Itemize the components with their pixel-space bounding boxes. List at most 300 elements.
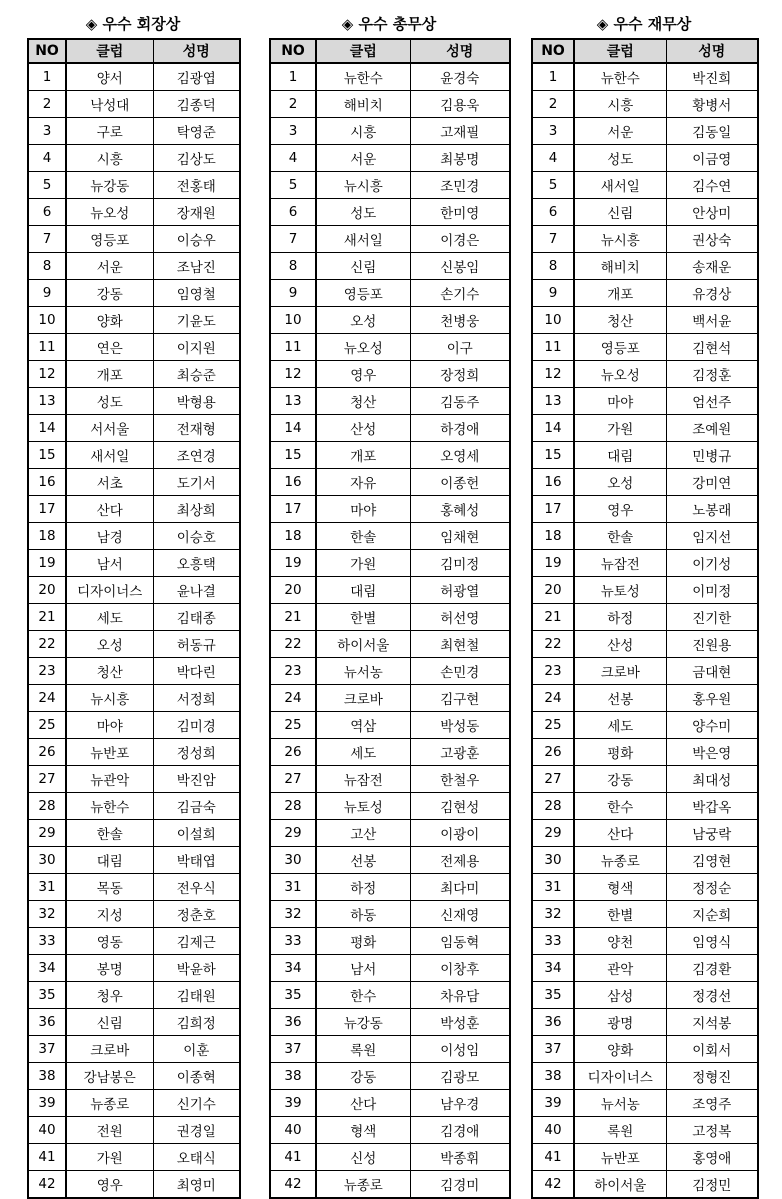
row-number: 29 — [532, 820, 574, 847]
table-row — [270, 496, 510, 523]
table-row — [532, 226, 758, 253]
club-name: 한솔 — [66, 820, 153, 847]
table-header-row — [270, 39, 510, 63]
club-name: 새서일 — [316, 226, 410, 253]
header-name: 성명 — [666, 39, 758, 63]
club-name: 오성 — [574, 469, 666, 496]
club-name: 록원 — [574, 1117, 666, 1144]
club-name: 시흥 — [66, 145, 153, 172]
row-number: 13 — [532, 388, 574, 415]
member-name: 김정민 — [666, 1171, 758, 1199]
member-name: 신봉임 — [410, 253, 510, 280]
club-name: 하정 — [316, 874, 410, 901]
row-number: 23 — [532, 658, 574, 685]
table-row — [28, 631, 240, 658]
table-row — [532, 820, 758, 847]
table-row — [270, 226, 510, 253]
member-name: 임동혁 — [410, 928, 510, 955]
table-row — [532, 199, 758, 226]
row-number: 29 — [28, 820, 66, 847]
club-name: 영등포 — [316, 280, 410, 307]
row-number: 17 — [532, 496, 574, 523]
row-number: 23 — [270, 658, 316, 685]
club-name: 뉴잠전 — [574, 550, 666, 577]
table-row — [28, 307, 240, 334]
member-name: 서정희 — [153, 685, 240, 712]
table-row — [28, 415, 240, 442]
member-name: 안상미 — [666, 199, 758, 226]
member-name: 허동규 — [153, 631, 240, 658]
table-row — [270, 388, 510, 415]
row-number: 36 — [270, 1009, 316, 1036]
member-name: 임지선 — [666, 523, 758, 550]
table-row — [270, 1117, 510, 1144]
table-row — [532, 604, 758, 631]
member-name: 최현철 — [410, 631, 510, 658]
member-name: 이금영 — [666, 145, 758, 172]
table-row — [28, 226, 240, 253]
club-name: 크로바 — [574, 658, 666, 685]
row-number: 1 — [28, 63, 66, 91]
club-name: 봉명 — [66, 955, 153, 982]
club-name: 산다 — [316, 1090, 410, 1117]
member-name: 최다미 — [410, 874, 510, 901]
row-number: 30 — [270, 847, 316, 874]
row-number: 19 — [532, 550, 574, 577]
club-name: 청산 — [574, 307, 666, 334]
club-name: 하이서울 — [316, 631, 410, 658]
club-name: 남경 — [66, 523, 153, 550]
row-number: 37 — [28, 1036, 66, 1063]
club-name: 신림 — [574, 199, 666, 226]
row-number: 18 — [28, 523, 66, 550]
row-number: 41 — [270, 1144, 316, 1171]
row-number: 30 — [532, 847, 574, 874]
row-number: 7 — [270, 226, 316, 253]
member-name: 조예원 — [666, 415, 758, 442]
award-table — [531, 38, 759, 1199]
table-row — [532, 145, 758, 172]
row-number: 16 — [270, 469, 316, 496]
table-row — [270, 712, 510, 739]
table-row — [532, 955, 758, 982]
member-name: 이설희 — [153, 820, 240, 847]
row-number: 20 — [270, 577, 316, 604]
member-name: 이지원 — [153, 334, 240, 361]
member-name: 장재원 — [153, 199, 240, 226]
member-name: 조민경 — [410, 172, 510, 199]
table-row — [28, 955, 240, 982]
member-name: 한철우 — [410, 766, 510, 793]
club-name: 청우 — [66, 982, 153, 1009]
row-number: 5 — [532, 172, 574, 199]
row-number: 38 — [28, 1063, 66, 1090]
table-row — [28, 901, 240, 928]
member-name: 허선영 — [410, 604, 510, 631]
table-row — [28, 172, 240, 199]
table-row — [270, 280, 510, 307]
row-number: 15 — [28, 442, 66, 469]
club-name: 마야 — [316, 496, 410, 523]
member-name: 탁영준 — [153, 118, 240, 145]
row-number: 7 — [532, 226, 574, 253]
club-name: 삼성 — [574, 982, 666, 1009]
table-row — [28, 388, 240, 415]
table-row — [28, 928, 240, 955]
table-row — [270, 469, 510, 496]
row-number: 17 — [270, 496, 316, 523]
member-name: 이승우 — [153, 226, 240, 253]
row-number: 37 — [270, 1036, 316, 1063]
table-row — [270, 739, 510, 766]
member-name: 김동일 — [666, 118, 758, 145]
table-row — [270, 307, 510, 334]
table-row — [532, 550, 758, 577]
row-number: 2 — [532, 91, 574, 118]
member-name: 임채현 — [410, 523, 510, 550]
table-row — [270, 442, 510, 469]
row-number: 22 — [270, 631, 316, 658]
row-number: 40 — [270, 1117, 316, 1144]
table-row — [28, 1009, 240, 1036]
member-name: 김태원 — [153, 982, 240, 1009]
member-name: 김현석 — [666, 334, 758, 361]
row-number: 16 — [28, 469, 66, 496]
table-row — [532, 442, 758, 469]
club-name: 새서일 — [66, 442, 153, 469]
table-row — [532, 901, 758, 928]
member-name: 임영철 — [153, 280, 240, 307]
member-name: 정형진 — [666, 1063, 758, 1090]
row-number: 34 — [270, 955, 316, 982]
row-number: 6 — [532, 199, 574, 226]
table-row — [532, 1117, 758, 1144]
header-club: 클럽 — [574, 39, 666, 63]
row-number: 12 — [28, 361, 66, 388]
table-row — [28, 1090, 240, 1117]
club-name: 개포 — [66, 361, 153, 388]
table-row — [532, 1009, 758, 1036]
row-number: 34 — [532, 955, 574, 982]
member-name: 홍혜성 — [410, 496, 510, 523]
table-row — [532, 1063, 758, 1090]
row-number: 9 — [532, 280, 574, 307]
club-name: 강동 — [66, 280, 153, 307]
club-name: 크로바 — [66, 1036, 153, 1063]
row-number: 18 — [270, 523, 316, 550]
row-number: 2 — [270, 91, 316, 118]
club-name: 개포 — [574, 280, 666, 307]
row-number: 42 — [532, 1171, 574, 1199]
member-name: 엄선주 — [666, 388, 758, 415]
row-number: 23 — [28, 658, 66, 685]
row-number: 24 — [270, 685, 316, 712]
club-name: 양화 — [66, 307, 153, 334]
table-row — [28, 847, 240, 874]
club-name: 관악 — [574, 955, 666, 982]
member-name: 황병서 — [666, 91, 758, 118]
row-number: 5 — [28, 172, 66, 199]
row-number: 36 — [28, 1009, 66, 1036]
member-name: 김태종 — [153, 604, 240, 631]
member-name: 조영주 — [666, 1090, 758, 1117]
table-row — [28, 874, 240, 901]
row-number: 26 — [532, 739, 574, 766]
club-name: 영등포 — [66, 226, 153, 253]
table-row — [532, 469, 758, 496]
table-row — [28, 63, 240, 91]
member-name: 이회서 — [666, 1036, 758, 1063]
club-name: 뉴토성 — [574, 577, 666, 604]
member-name: 유경상 — [666, 280, 758, 307]
table-row — [532, 631, 758, 658]
table-row — [532, 766, 758, 793]
row-number: 14 — [270, 415, 316, 442]
row-number: 33 — [532, 928, 574, 955]
member-name: 금대현 — [666, 658, 758, 685]
club-name: 뉴종로 — [66, 1090, 153, 1117]
table-row — [28, 334, 240, 361]
row-number: 2 — [28, 91, 66, 118]
club-name: 남서 — [66, 550, 153, 577]
table-row — [532, 1090, 758, 1117]
member-name: 민병규 — [666, 442, 758, 469]
table-row — [532, 172, 758, 199]
row-number: 25 — [270, 712, 316, 739]
table-row — [532, 280, 758, 307]
member-name: 박윤하 — [153, 955, 240, 982]
member-name: 지석봉 — [666, 1009, 758, 1036]
table-row — [532, 1144, 758, 1171]
club-name: 하이서울 — [574, 1171, 666, 1199]
table-row — [270, 523, 510, 550]
row-number: 11 — [28, 334, 66, 361]
row-number: 35 — [28, 982, 66, 1009]
table-row — [270, 415, 510, 442]
member-name: 고정복 — [666, 1117, 758, 1144]
member-name: 김제근 — [153, 928, 240, 955]
row-number: 27 — [270, 766, 316, 793]
table-row — [28, 469, 240, 496]
member-name: 전우식 — [153, 874, 240, 901]
table-row — [28, 820, 240, 847]
club-name: 하정 — [574, 604, 666, 631]
table-row — [532, 658, 758, 685]
row-number: 8 — [532, 253, 574, 280]
club-name: 전원 — [66, 1117, 153, 1144]
member-name: 김광엽 — [153, 63, 240, 91]
row-number: 25 — [28, 712, 66, 739]
club-name: 하동 — [316, 901, 410, 928]
member-name: 김용욱 — [410, 91, 510, 118]
club-name: 평화 — [316, 928, 410, 955]
club-name: 영등포 — [574, 334, 666, 361]
row-number: 40 — [532, 1117, 574, 1144]
member-name: 최영미 — [153, 1171, 240, 1199]
member-name: 박성훈 — [410, 1009, 510, 1036]
club-name: 뉴강동 — [66, 172, 153, 199]
member-name: 권상숙 — [666, 226, 758, 253]
member-name: 김수연 — [666, 172, 758, 199]
club-name: 뉴한수 — [574, 63, 666, 91]
table-row — [28, 1171, 240, 1199]
member-name: 박진희 — [666, 63, 758, 91]
member-name: 장정희 — [410, 361, 510, 388]
header-name: 성명 — [153, 39, 240, 63]
club-name: 서초 — [66, 469, 153, 496]
member-name: 이승호 — [153, 523, 240, 550]
table-row — [532, 577, 758, 604]
table-row — [270, 1009, 510, 1036]
club-name: 역삼 — [316, 712, 410, 739]
table-row — [28, 1144, 240, 1171]
table-row — [270, 1036, 510, 1063]
row-number: 14 — [532, 415, 574, 442]
club-name: 뉴토성 — [316, 793, 410, 820]
table-row — [28, 523, 240, 550]
table-row — [532, 63, 758, 91]
table-row — [532, 253, 758, 280]
table-row — [28, 658, 240, 685]
club-name: 세도 — [574, 712, 666, 739]
club-name: 오성 — [316, 307, 410, 334]
row-number: 20 — [28, 577, 66, 604]
member-name: 차유담 — [410, 982, 510, 1009]
table-row — [28, 199, 240, 226]
member-name: 천병웅 — [410, 307, 510, 334]
club-name: 뉴서농 — [316, 658, 410, 685]
row-number: 38 — [532, 1063, 574, 1090]
member-name: 박성동 — [410, 712, 510, 739]
row-number: 10 — [270, 307, 316, 334]
club-name: 형색 — [574, 874, 666, 901]
member-name: 남궁락 — [666, 820, 758, 847]
club-name: 마야 — [66, 712, 153, 739]
club-name: 선봉 — [316, 847, 410, 874]
club-name: 록원 — [316, 1036, 410, 1063]
table-row — [270, 361, 510, 388]
member-name: 기윤도 — [153, 307, 240, 334]
row-number: 4 — [28, 145, 66, 172]
table-row — [270, 604, 510, 631]
row-number: 26 — [270, 739, 316, 766]
row-number: 14 — [28, 415, 66, 442]
club-name: 뉴한수 — [316, 63, 410, 91]
row-number: 12 — [270, 361, 316, 388]
table-row — [532, 307, 758, 334]
panel-secretary-award — [269, 10, 511, 1199]
table-row — [28, 91, 240, 118]
row-number: 30 — [28, 847, 66, 874]
club-name: 영동 — [66, 928, 153, 955]
row-number: 31 — [270, 874, 316, 901]
table-row — [532, 361, 758, 388]
member-name: 최승준 — [153, 361, 240, 388]
table-row — [270, 172, 510, 199]
club-name: 개포 — [316, 442, 410, 469]
member-name: 홍영애 — [666, 1144, 758, 1171]
member-name: 전재형 — [153, 415, 240, 442]
club-name: 강남봉은 — [66, 1063, 153, 1090]
club-name: 뉴시흥 — [66, 685, 153, 712]
club-name: 연은 — [66, 334, 153, 361]
row-number: 20 — [532, 577, 574, 604]
row-number: 42 — [270, 1171, 316, 1199]
table-row — [270, 847, 510, 874]
row-number: 31 — [28, 874, 66, 901]
club-name: 가원 — [316, 550, 410, 577]
club-name: 신성 — [316, 1144, 410, 1171]
member-name: 손민경 — [410, 658, 510, 685]
club-name: 한별 — [316, 604, 410, 631]
row-number: 8 — [270, 253, 316, 280]
row-number: 32 — [28, 901, 66, 928]
header-name: 성명 — [410, 39, 510, 63]
member-name: 최상희 — [153, 496, 240, 523]
table-row — [270, 550, 510, 577]
club-name: 선봉 — [574, 685, 666, 712]
club-name: 뉴오성 — [574, 361, 666, 388]
row-number: 33 — [270, 928, 316, 955]
member-name: 김광모 — [410, 1063, 510, 1090]
row-number: 6 — [28, 199, 66, 226]
club-name: 뉴종로 — [316, 1171, 410, 1199]
row-number: 28 — [532, 793, 574, 820]
table-row — [270, 1144, 510, 1171]
club-name: 신림 — [316, 253, 410, 280]
club-name: 시흥 — [316, 118, 410, 145]
row-number: 35 — [270, 982, 316, 1009]
member-name: 오영세 — [410, 442, 510, 469]
club-name: 목동 — [66, 874, 153, 901]
table-row — [28, 793, 240, 820]
row-number: 9 — [28, 280, 66, 307]
club-name: 형색 — [316, 1117, 410, 1144]
club-name: 강동 — [574, 766, 666, 793]
row-number: 37 — [532, 1036, 574, 1063]
table-row — [270, 1063, 510, 1090]
club-name: 뉴관악 — [66, 766, 153, 793]
award-table — [27, 38, 241, 1199]
club-name: 청산 — [66, 658, 153, 685]
row-number: 36 — [532, 1009, 574, 1036]
row-number: 8 — [28, 253, 66, 280]
table-row — [532, 874, 758, 901]
table-row — [28, 982, 240, 1009]
club-name: 세도 — [66, 604, 153, 631]
member-name: 박태엽 — [153, 847, 240, 874]
club-name: 남서 — [316, 955, 410, 982]
club-name: 오성 — [66, 631, 153, 658]
member-name: 김정훈 — [666, 361, 758, 388]
row-number: 41 — [532, 1144, 574, 1171]
member-name: 김미경 — [153, 712, 240, 739]
table-row — [28, 1117, 240, 1144]
table-row — [270, 91, 510, 118]
member-name: 지순희 — [666, 901, 758, 928]
row-number: 19 — [270, 550, 316, 577]
row-number: 17 — [28, 496, 66, 523]
table-row — [28, 604, 240, 631]
club-name: 뉴오성 — [66, 199, 153, 226]
club-name: 대림 — [574, 442, 666, 469]
table-row — [28, 280, 240, 307]
table-row — [270, 253, 510, 280]
table-row — [28, 1036, 240, 1063]
row-number: 39 — [270, 1090, 316, 1117]
table-row — [532, 739, 758, 766]
row-number: 16 — [532, 469, 574, 496]
